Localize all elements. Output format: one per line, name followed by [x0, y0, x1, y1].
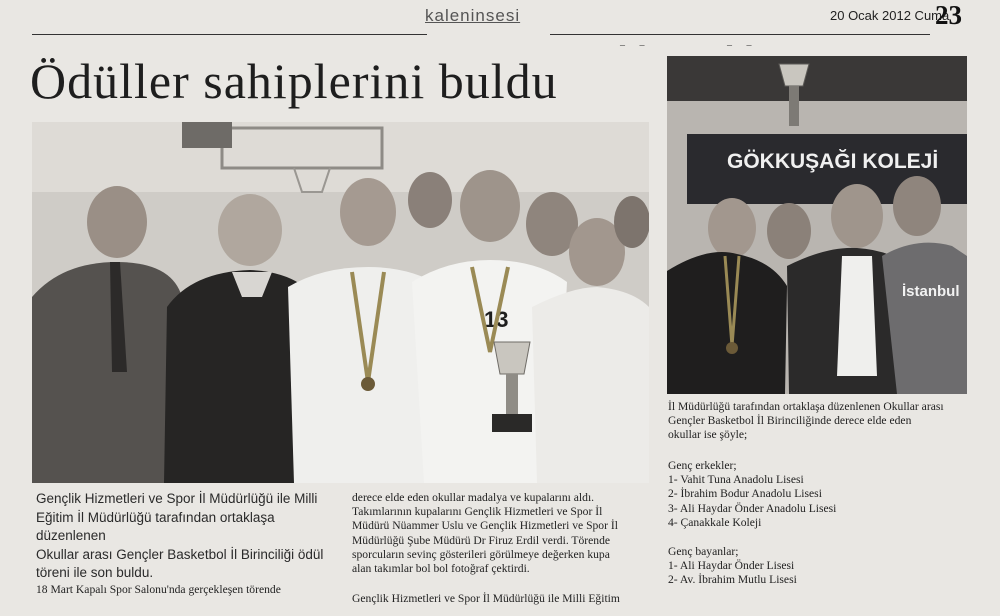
- column2-footer: [352, 592, 620, 606]
- body-line: Takımlarının kupalarını Gençlik Hizmetleri ve Spor İl: [352, 505, 603, 519]
- caption-line: Okullar arası Gençler Basketbol İl Birinciliği ödül: [36, 546, 324, 562]
- girls-team-photo: [667, 56, 967, 394]
- body-line: derece elde eden okullar madalya ve kupalarını aldı.: [352, 491, 595, 504]
- body-line: Gençlik Hizmetleri ve Spor İl Müdürlüğü ile Milli Eğitim: [352, 592, 620, 605]
- jersey-number: 13: [484, 307, 509, 332]
- girls-results: [668, 545, 797, 588]
- caption-line: Gençlik Hizmetleri ve Spor İl Müdürlüğü ile Milli: [36, 491, 318, 506]
- caption-line: töreni ile son buldu.: [36, 565, 154, 580]
- ceremony-photo: [32, 122, 649, 483]
- shirt-text: İstanbul: [902, 283, 960, 300]
- school-banner-text: GÖKKUŞAĞI KOLEJİ: [727, 150, 939, 173]
- results-heading: Genç erkekler;: [668, 459, 737, 472]
- column1-body: [36, 583, 281, 597]
- header-rule-right: [550, 34, 930, 35]
- result-item: 1- Ali Haydar Önder Lisesi: [668, 559, 795, 573]
- boys-results: [668, 459, 836, 530]
- column3-intro: [668, 400, 944, 443]
- result-item: 2- Av. İbrahim Mutlu Lisesi: [668, 573, 797, 587]
- article-headline: Ödüller sahiplerini buldu: [30, 53, 558, 109]
- publication-name: kaleninsesi: [425, 6, 521, 25]
- result-item: 3- Ali Haydar Önder Anadolu Lisesi: [668, 501, 837, 515]
- ceremony-photo-illustration: [32, 122, 649, 483]
- body-line: İl Müdürlüğü tarafından ortaklaşa düzenlenen Okullar arası: [668, 400, 944, 413]
- results-heading: Genç bayanlar;: [668, 545, 739, 558]
- body-line: sporcuların sevinç gösterileri görülmeye değerken kupa: [352, 547, 610, 561]
- caption-line: Eğitim İl Müdürlüğü tarafından ortaklaşa düzenlenen: [36, 509, 275, 543]
- result-item: 4- Çanakkale Koleji: [668, 515, 762, 529]
- girls-team-photo-illustration: [667, 56, 967, 394]
- result-item: 2- İbrahim Bodur Anadolu Lisesi: [668, 487, 822, 501]
- body-line: Müdürü Nüammer Uslu ve Gençlik Hizmetleri ve Spor İl: [352, 519, 618, 533]
- photo-caption: [36, 490, 336, 583]
- header-dashes: ‒ ‒ ‒ ‒: [620, 40, 758, 51]
- result-item: 1- Vahit Tuna Anadolu Lisesi: [668, 473, 804, 487]
- header-rule-left: [32, 34, 427, 35]
- body-line: alan takımlar bol bol fotoğraf çektirdi.: [352, 562, 530, 576]
- body-line: okullar ise şöyle;: [668, 428, 748, 442]
- body-line: Gençler Basketbol İl Birinciliğinde derece elde eden: [668, 414, 912, 428]
- body-line: 18 Mart Kapalı Spor Salonu'nda gerçekleşen törende: [36, 583, 281, 596]
- page-number: 23: [935, 0, 962, 30]
- column2-body: [352, 491, 618, 576]
- body-line: Müdürlüğü Şube Müdürü Dr Firuz Erdil verdi. Törende: [352, 533, 611, 547]
- issue-date: 20 Ocak 2012 Cuma: [830, 8, 950, 23]
